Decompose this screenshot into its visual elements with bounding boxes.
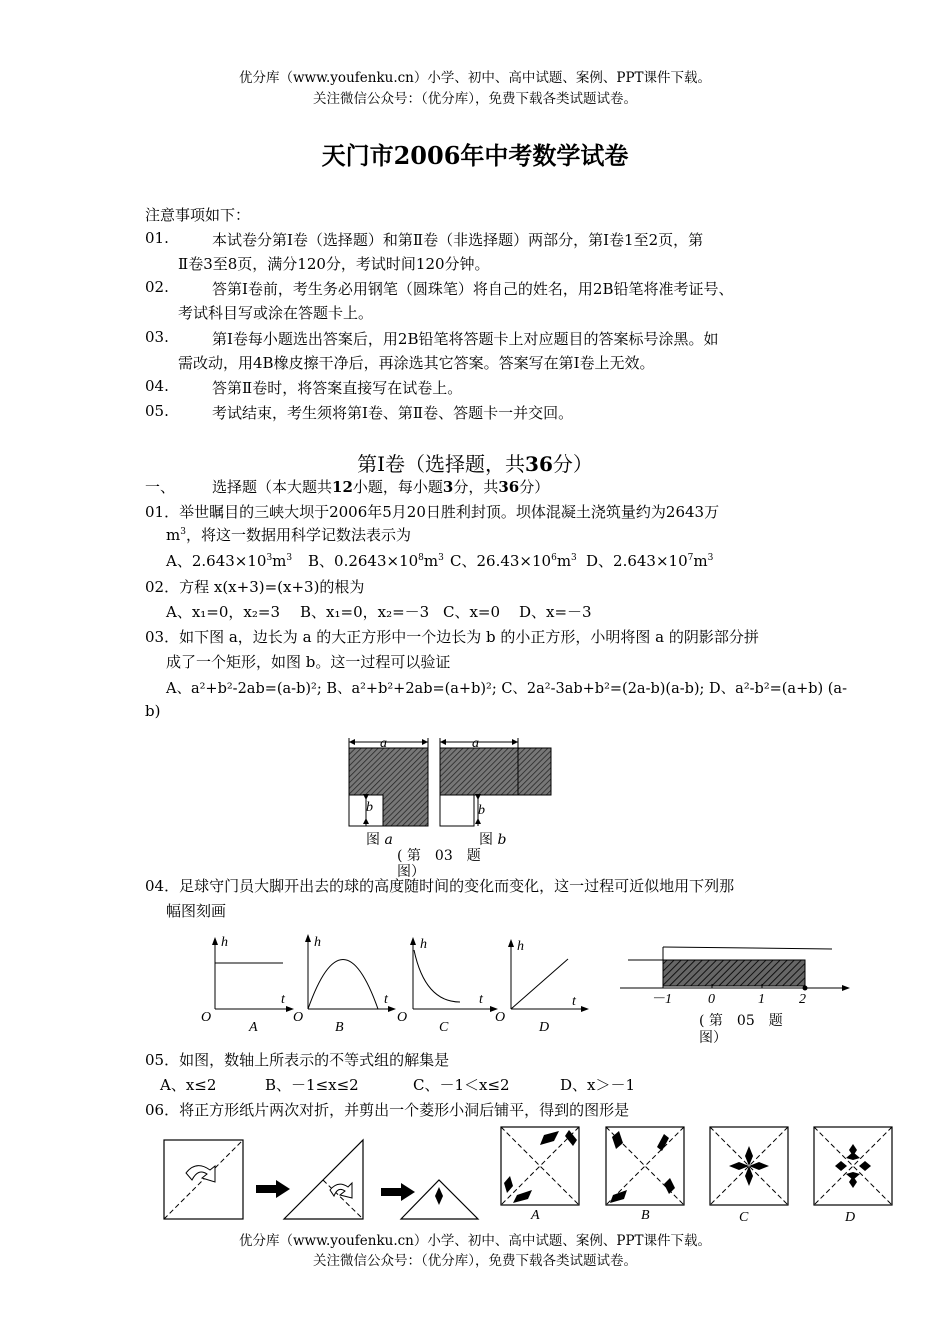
q02-stem: 02．方程 x(x+3)=(x+3)的根为	[145, 578, 365, 596]
arrow-right-icon-1	[256, 1180, 290, 1198]
q01-stem-2: $m^3$，将这一数据用科学记数法表示为	[166, 526, 411, 544]
tick-0: 0	[708, 992, 715, 1007]
graph-c-h: h	[420, 937, 427, 952]
note-3-line-2: 需改动，用4B橡皮擦干净后，再涂选其它答案。答案写在第Ⅰ卷上无效。	[178, 354, 655, 372]
graph-c-label: C	[439, 1020, 449, 1035]
graph-b-origin: O	[293, 1010, 304, 1025]
q05-figure-caption-2: 图）	[699, 1030, 727, 1046]
note-5-line-1: 考试结束，考生须将第Ⅰ卷、第Ⅱ卷、答题卡一并交回。	[212, 404, 574, 422]
q02-option-c: C、x=0	[443, 603, 501, 621]
part1-title: 第Ⅰ卷（选择题，共36分）	[357, 452, 593, 476]
fig-a-caption: 图 a	[366, 832, 393, 848]
graph-c-origin: O	[397, 1010, 408, 1025]
graph-a-origin: O	[201, 1010, 212, 1025]
graph-d-t: t	[572, 994, 576, 1009]
graph-b-h: h	[314, 935, 321, 950]
section-one-num: 一、	[145, 478, 176, 496]
q01-stem-1: 01．举世瞩目的三峡大坝于2006年5月20日胜利封顶。坝体混凝土浇筑量约为2643万	[145, 503, 720, 521]
graph-d-label: D	[539, 1020, 550, 1035]
note-4-line-1: 答第Ⅱ卷时，将答案直接写在试卷上。	[212, 379, 463, 397]
q02-option-d: D、x=－3	[519, 603, 592, 621]
note-1-line-1: 本试卷分第Ⅰ卷（选择题）和第Ⅱ卷（非选择题）两部分，第Ⅰ卷1至2页，第	[212, 231, 704, 249]
q06-stem: 06．将正方形纸片两次对折，并剪出一个菱形小洞后铺平，得到的图形是	[145, 1101, 630, 1119]
graph-a-t: t	[281, 992, 285, 1007]
q03-options-tail: b)	[145, 702, 161, 720]
fig-b-caption: 图 b	[479, 832, 507, 848]
note-num-2: 02.	[145, 278, 169, 296]
header-line-1: 优分库（www.youfenku.cn）小学、初中、高中试题、案例、PPT课件下载。	[238, 70, 712, 86]
fold-step-1	[164, 1140, 243, 1219]
note-num-3: 03.	[145, 328, 169, 346]
note-2-line-2: 考试科目写或涂在答题卡上。	[178, 304, 374, 322]
graph-a-h: h	[221, 935, 228, 950]
q03-stem-2: 成了一个矩形，如图 b。这一过程可以验证	[166, 653, 451, 671]
q03-figure-caption: ( 第 03 题	[397, 848, 481, 864]
note-3-line-1: 第Ⅰ卷每小题选出答案后，用2B铅笔将答题卡上对应题目的答案标号涂黑。如	[212, 330, 719, 348]
q03-figure-caption-2: 图）	[397, 864, 425, 880]
q01-option-d: D、$2.643\times 10^7m^3$	[586, 552, 714, 570]
q06-label-c: C	[739, 1210, 749, 1225]
graph-b-label: B	[335, 1020, 344, 1035]
header-line-2: 关注微信公众号：（优分库），免费下载各类试题试卷。	[313, 91, 637, 107]
q04-stem-2: 幅图刻画	[166, 902, 227, 920]
q01-option-a: A、$2.643\times 10^3m^3$	[166, 552, 293, 570]
note-1-line-2: Ⅱ卷3至8页，满分120分，考试时间120分钟。	[178, 255, 490, 273]
q01-option-c: C、$26.43\times 10^6m^3$	[450, 552, 577, 570]
q05-option-d: D、x＞－1	[560, 1076, 636, 1094]
footer-line-1: 优分库（www.youfenku.cn）小学、初中、高中试题、案例、PPT课件下载。	[238, 1233, 712, 1249]
note-num-5: 05.	[145, 402, 169, 420]
q03-stem-1: 03．如下图 a，边长为 a 的大正方形中一个边长为 b 的小正方形，小明将图 a 的阴影部分拼	[145, 628, 759, 646]
tick-neg1: －1	[651, 992, 672, 1007]
fig-a-label-b: b	[366, 800, 373, 815]
note-2-line-1: 答第Ⅰ卷前，考生务必用钢笔（圆珠笔）将自己的姓名，用2B铅笔将准考证号、	[212, 280, 734, 298]
q06-option-a-figure	[501, 1127, 579, 1223]
q06-option-d-figure	[814, 1127, 892, 1225]
q06-option-c-figure	[710, 1127, 788, 1225]
q05-option-a: A、x≤2	[160, 1076, 217, 1094]
q05-figure-caption: ( 第 05 题	[699, 1013, 783, 1029]
graph-a-label: A	[249, 1020, 258, 1035]
note-num-1: 01.	[145, 229, 169, 247]
tick-1: 1	[758, 992, 765, 1007]
q04-stem-1: 04．足球守门员大脚开出去的球的高度随时间的变化而变化，这一过程可近似地用下列那	[145, 877, 735, 895]
arrow-right-icon-2	[381, 1183, 415, 1201]
fig-a-label-a: a	[380, 736, 387, 751]
q05-option-c: C、－1＜x≤2	[413, 1076, 510, 1094]
graph-d-h: h	[517, 939, 524, 954]
q01-option-b: B、$0.2643\times 10^8m^3$	[308, 552, 444, 570]
note-num-4: 04.	[145, 377, 169, 395]
q06-label-d: D	[845, 1210, 856, 1225]
q05-stem: 05．如图，数轴上所表示的不等式组的解集是	[145, 1051, 450, 1069]
q03-options: A、a²+b²-2ab=(a-b)²; B、a²+b²+2ab=(a+b)²; C、2a²-3ab+b²=(2a-b)(a-b); D、a²-b²=(a+b) (a-	[166, 681, 847, 697]
q02-option-a: A、x₁=0，x₂=3	[166, 603, 281, 621]
graph-d-origin: O	[495, 1010, 506, 1025]
notes-heading: 注意事项如下：	[145, 206, 251, 224]
fig-b-label-a: a	[472, 736, 479, 751]
tick-2: 2	[799, 992, 806, 1007]
section-one-title: 选择题（本大题共12小题，每小题3分，共36分）	[212, 478, 550, 496]
q06-option-b-figure	[606, 1127, 684, 1223]
footer-line-2: 关注微信公众号：（优分库），免费下载各类试题试卷。	[313, 1253, 637, 1269]
fold-step-3	[401, 1180, 478, 1219]
fig-b-label-b: b	[478, 803, 485, 818]
q05-option-b: B、－1≤x≤2	[265, 1076, 359, 1094]
q06-label-b: B	[641, 1208, 650, 1223]
graph-c-t: t	[479, 992, 483, 1007]
q02-option-b: B、x₁=0，x₂=－3	[300, 603, 430, 621]
fold-step-2	[284, 1140, 363, 1219]
q06-label-a: A	[531, 1208, 540, 1223]
page-title: 天门市2006年中考数学试卷	[321, 141, 629, 170]
graph-b-t: t	[384, 992, 388, 1007]
